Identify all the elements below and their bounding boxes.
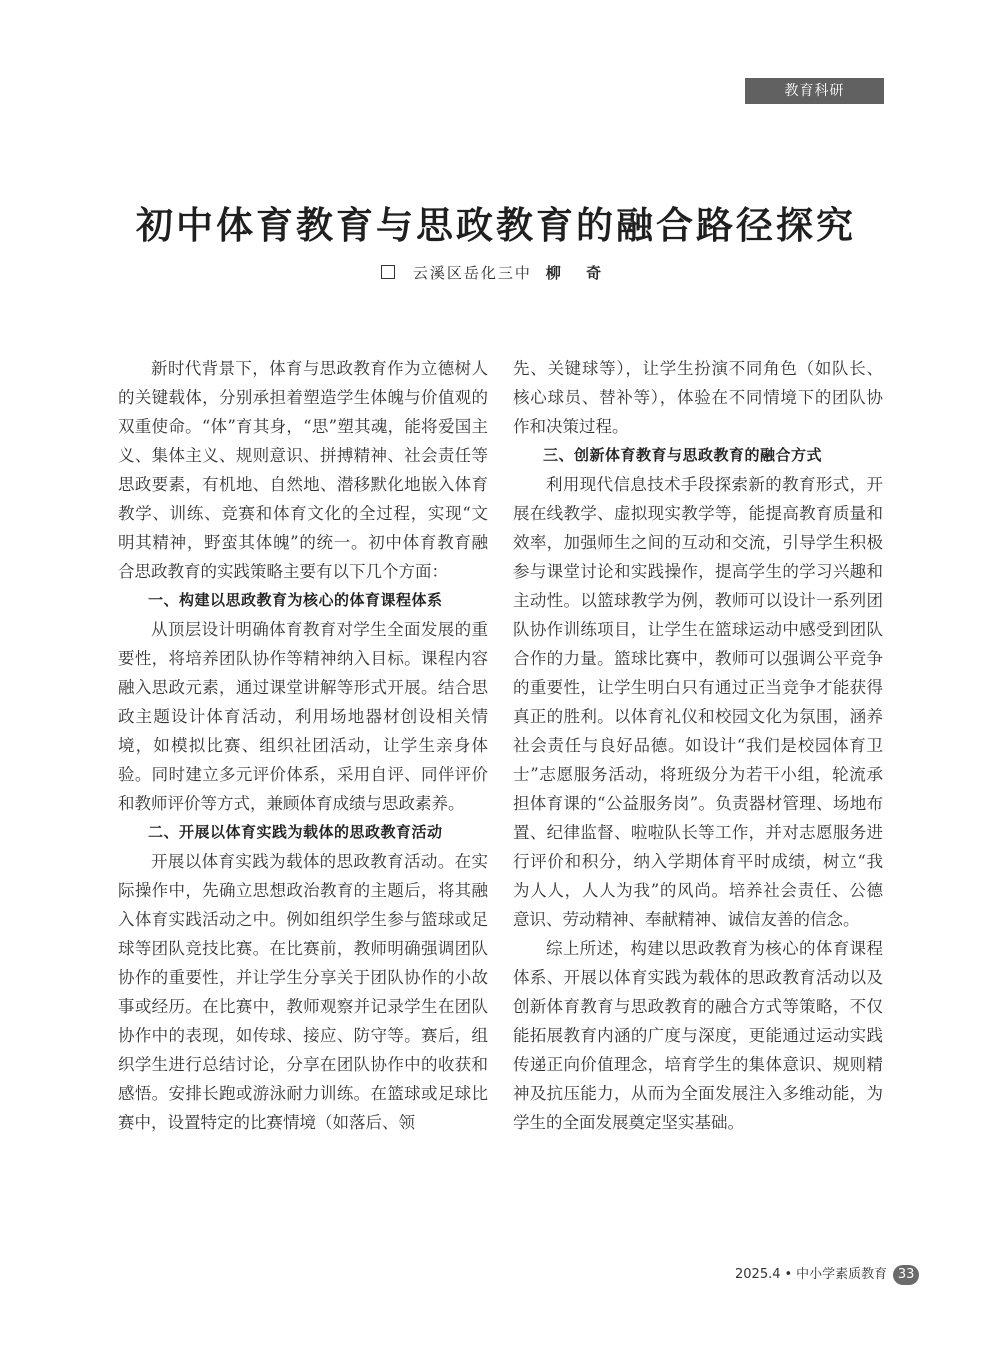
section-heading-1: 一、构建以思政教育为核心的体育课程体系 — [148, 591, 443, 609]
section-tag: 教育科研 — [745, 78, 884, 104]
author-name: 柳 奇 — [545, 264, 612, 282]
section-2-paragraph-part-1: 开展以体育实践为载体的思政教育活动。在实际操作中，先确立思想政治教育的主题后，将其融入体育实践活动之中。例如组织学生参与篮球或足球等团队竞技比赛。在比赛前，教师明确强调团队协作的重要性，并让学生分享关于团队协作的小故事或经历。在比赛中，教师观察并记录学生在团队协作中的表现，如传球、接应、防守等。赛后，组织学生进行总结讨论，分享在团队协作中的收获和感悟。安排长跑或游泳耐力训练。在篮球或足球比赛中，设置特定的比赛情境（如落后、领 — [118, 852, 488, 1132]
section-heading-2: 二、开展以体育实践为载体的思政教育活动 — [148, 823, 443, 841]
section-heading-3: 三、创新体育教育与思政教育的融合方式 — [543, 446, 823, 464]
section-3-paragraph: 利用现代信息技术手段探索新的教育形式，开展在线教学、虚拟现实教学等，能提高教育质量和效率，加强师生之间的互动和交流，引导学生积极参与课堂讨论和实践操作，提高学生的学习兴趣和主动性。以篮球教学为例，教师可以设计一系列团队协作训练项目，让学生在篮球运动中感受到团队合作的力量。篮球比赛中，教师可以强调公平竞争的重要性，让学生明白只有通过正当竞争才能获得真正的胜利。以体育礼仪和校园文化为氛围，涵养社会责任与良好品德。如设计“我们是校园体育卫士”志愿服务活动，将班级分为若干小组，轮流承担体育课的“公益服务岗”。负责器材管理、场地布置、纪律监督、啦啦队长等工作，并对志愿服务进行评价和积分，纳入学期体育平时成绩，树立“我为人人，人人为我”的风尚。培养社会责任、公德意识、劳动精神、奉献精神、诚信友善的信念。 — [513, 475, 883, 929]
author-school: 云溪区岳化三中 — [412, 264, 532, 282]
intro-paragraph: 新时代背景下，体育与思政教育作为立德树人的关键载体，分别承担着塑造学生体魄与价值观的双重使命。“体”育其身，“思”塑其魂，能将爱国主义、集体主义、规则意识、拼搏精神、社会责任等思政要素，有机地、自然地、潜移默化地嵌入体育教学、训练、竞赛和体育文化的全过程，实现“文明其精神，野蛮其体魄”的统一。初中体育教育融合思政教育的实践策略主要有以下几个方面： — [118, 359, 488, 581]
article-title: 初中体育教育与思政教育的融合路径探究 — [136, 204, 856, 247]
separator-dot: • — [784, 1267, 793, 1282]
column-right — [513, 354, 883, 1137]
conclusion-paragraph: 综上所述，构建以思政教育为核心的体育课程体系、开展以体育实践为载体的思政教育活动以及创新体育教育与思政教育的融合方式等策略，不仅能拓展教育内涵的广度与深度，更能通过运动实践传递正向价值理念，培育学生的集体意识、规则精神及抗压能力，从而为全面发展注入多维动能，为学生的全面发展奠定坚实基础。 — [513, 939, 883, 1132]
section-1-paragraph: 从顶层设计明确体育教育对学生全面发展的重要性，将培养团队协作等精神纳入目标。课程内容融入思政元素，通过课堂讲解等形式开展。结合思政主题设计体育活动，利用场地器材创设相关情境，如模拟比赛、组织社团活动，让学生亲身体验。同时建立多元评价体系，采用自评、同伴评价和教师评价等方式，兼顾体育成绩与思政素养。 — [118, 620, 488, 813]
page-footer — [735, 1264, 919, 1286]
page-number: 33 — [893, 1265, 919, 1285]
section-2-paragraph-part-2: 先、关键球等），让学生扮演不同角色（如队长、核心球员、替补等），体验在不同情境下的团队协作和决策过程。 — [513, 359, 883, 436]
journal-name: 中小学素质教育 — [796, 1267, 888, 1282]
issue-date: 2025.4 — [735, 1267, 781, 1282]
column-left — [118, 354, 488, 1137]
square-bullet-icon — [381, 265, 395, 279]
byline — [0, 262, 992, 284]
